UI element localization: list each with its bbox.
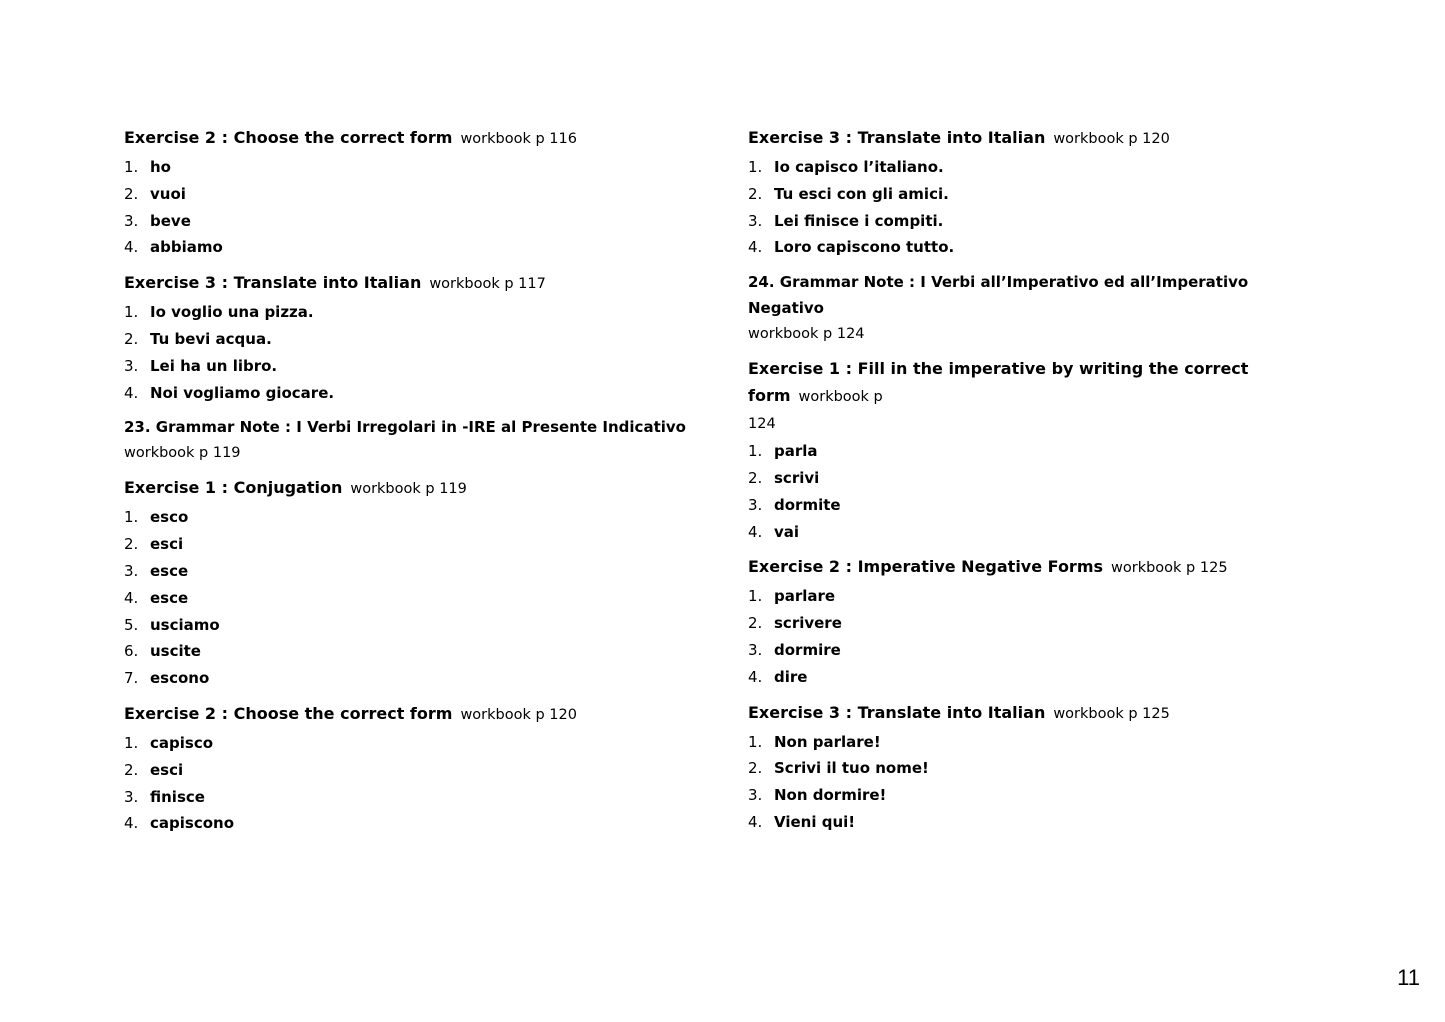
workbook-ref: workbook p 119	[124, 445, 241, 462]
answer-item: 1. Non parlare!	[748, 732, 881, 751]
answer-list	[124, 299, 704, 406]
exercise-heading	[124, 700, 704, 729]
workbook-ref: workbook p 125	[1053, 705, 1170, 722]
exercise-section	[124, 474, 704, 692]
answer-item: 4. Vieni qui!	[748, 812, 856, 831]
answer-item: 6. uscite	[124, 642, 201, 661]
answer-list	[124, 730, 704, 837]
exercise-section	[748, 553, 1328, 690]
grammar-note-title: 24. Grammar Note : I Verbi all’Imperativo ed all’Imperativo Negativo	[748, 273, 1249, 318]
exercise-heading	[748, 355, 1328, 411]
exercise-heading	[124, 269, 704, 298]
answer-item: 2. Tu bevi acqua.	[124, 329, 272, 348]
exercise-heading	[748, 553, 1328, 582]
workbook-ref: workbook p 124	[748, 326, 865, 343]
answer-item: 1. Io capisco l’italiano.	[748, 158, 944, 176]
answer-item: 4. dire	[748, 667, 808, 686]
exercise-title: Exercise 2 : Imperative Negative Forms	[748, 557, 1104, 577]
exercise-title: Exercise 3 : Translate into Italian	[124, 273, 422, 293]
exercise-heading	[748, 699, 1328, 728]
exercise-title: Exercise 3 : Translate into Italian	[748, 702, 1046, 722]
answer-list	[748, 729, 1328, 836]
answer-item: 4. abbiamo	[124, 238, 223, 257]
page-number: 11	[1397, 965, 1420, 990]
answer-item: 1. Io voglio una pizza.	[124, 303, 314, 322]
answer-item: 3. Non dormire!	[748, 786, 887, 805]
answer-list	[124, 504, 704, 692]
answer-item: 2. vuoi	[124, 184, 186, 203]
exercise-title: Exercise 2 : Choose the correct form	[124, 703, 453, 723]
exercise-title: Exercise 1 : Fill in the imperative by writing the correct form	[748, 359, 1249, 406]
answer-item: 3. Lei ha un libro.	[124, 356, 278, 375]
workbook-ref: workbook p 120	[1053, 131, 1170, 147]
workbook-ref-continued: 124	[748, 416, 776, 433]
answer-list	[748, 583, 1328, 690]
exercise-section	[124, 124, 704, 261]
answer-item: 2. scrivere	[748, 614, 842, 633]
workbook-ref: workbook p 120	[460, 706, 577, 723]
exercise-title: Exercise 1 : Conjugation	[124, 478, 343, 498]
exercise-section	[748, 355, 1328, 545]
answer-item: 3. Lei finisce i compiti.	[748, 211, 944, 230]
workbook-ref: workbook p	[798, 389, 883, 406]
exercise-heading	[748, 124, 1328, 153]
answer-item: 3. esce	[124, 561, 189, 580]
answer-item: 2. Scrivi il tuo nome!	[748, 759, 929, 778]
answer-item: 2. scrivi	[748, 468, 820, 487]
answer-item: 4. Noi vogliamo giocare.	[124, 383, 335, 402]
exercise-heading	[124, 124, 704, 153]
answer-item: 1. esco	[124, 508, 189, 527]
answer-item: 4. capiscono	[124, 814, 235, 833]
answer-item: 4. Loro capiscono tutto.	[748, 238, 955, 257]
answer-item: 3. finisce	[124, 787, 205, 806]
exercise-section	[748, 699, 1328, 836]
answer-item: 5. usciamo	[124, 615, 220, 634]
answer-list	[748, 154, 1328, 261]
answer-item: 1. capisco	[124, 733, 214, 752]
workbook-ref: workbook p 119	[350, 481, 467, 498]
exercise-section	[124, 269, 704, 406]
exercise-title: Exercise 2 : Choose the correct form	[124, 128, 453, 147]
answer-item: 4. esce	[124, 588, 189, 607]
answer-item: 3. beve	[124, 211, 191, 230]
answer-list	[124, 154, 704, 261]
answer-item: 7. escono	[124, 669, 210, 688]
answer-item: 1. parla	[748, 442, 818, 461]
exercise-title: Exercise 3 : Translate into Italian	[748, 128, 1046, 147]
answer-item: 1. ho	[124, 158, 171, 176]
workbook-ref: workbook p 116	[460, 131, 577, 147]
grammar-note-title: 23. Grammar Note : I Verbi Irregolari in -IRE al Presente Indicativo	[124, 418, 686, 437]
answer-item: 2. esci	[124, 760, 184, 779]
exercise-section	[748, 124, 1328, 261]
workbook-ref: workbook p 125	[1111, 560, 1228, 577]
answer-item: 1. parlare	[748, 587, 836, 606]
answer-item: 2. esci	[124, 535, 184, 554]
answer-list	[748, 438, 1328, 545]
answer-item: 3. dormite	[748, 495, 841, 514]
exercise-heading	[124, 474, 704, 503]
answer-item: 4. vai	[748, 522, 800, 541]
workbook-ref: workbook p 117	[429, 276, 546, 293]
answer-item: 3. dormire	[748, 640, 841, 659]
right-column	[748, 124, 1328, 844]
left-column	[124, 124, 704, 845]
grammar-note-section	[124, 414, 704, 474]
grammar-note-section	[748, 269, 1328, 355]
exercise-section	[124, 700, 704, 837]
answer-item: 2. Tu esci con gli amici.	[748, 184, 949, 203]
